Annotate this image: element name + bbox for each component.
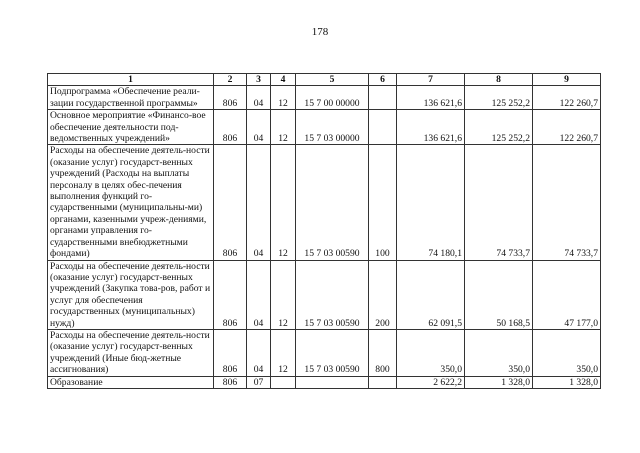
target-article-code: 15 7 03 00590 <box>296 145 369 260</box>
expense-type-code: 800 <box>369 329 397 376</box>
column-header: 6 <box>369 74 397 86</box>
subsection-code: 12 <box>271 110 296 145</box>
expense-type-code <box>369 110 397 145</box>
row-name: Расходы на обеспечение деятель-ности (оказание услуг) государст-венных учреждений (Расходы на выплаты персоналу в целях обес-печения выполнения функций го-сударственными (муниципальны-ми) органами, казенными учреж-дениями, органами управления го-сударственными внебюджетными фондами) <box>48 145 214 260</box>
row-name: Расходы на обеспечение деятель-ности (оказание услуг) государст-венных учреждений (Иные бюд-жетные ассигнования) <box>48 329 214 376</box>
amount-col8: 125 252,2 <box>465 110 533 145</box>
section-code: 04 <box>247 260 271 329</box>
ministry-code: 806 <box>214 329 247 376</box>
amount-col9: 350,0 <box>533 329 601 376</box>
subsection-code: 12 <box>271 86 296 110</box>
amount-col7: 74 180,1 <box>397 145 465 260</box>
amount-col9: 1 328,0 <box>533 376 601 388</box>
ministry-code: 806 <box>214 145 247 260</box>
column-header: 5 <box>296 74 369 86</box>
row-name: Расходы на обеспечение деятель-ности (оказание услуг) государст-венных учреждений (Закупка това-ров, работ и услуг для обеспечения государственных (муниципальных) нужд) <box>48 260 214 329</box>
column-header: 1 <box>48 74 214 86</box>
amount-col7: 2 622,2 <box>397 376 465 388</box>
amount-col7: 62 091,5 <box>397 260 465 329</box>
expense-type-code: 200 <box>369 260 397 329</box>
amount-col9: 74 733,7 <box>533 145 601 260</box>
subsection-code: 12 <box>271 260 296 329</box>
table-row <box>48 260 601 329</box>
subsection-code: 12 <box>271 145 296 260</box>
amount-col8: 50 168,5 <box>465 260 533 329</box>
expense-type-code: 100 <box>369 145 397 260</box>
expense-type-code <box>369 86 397 110</box>
table-row <box>48 110 601 145</box>
section-code: 07 <box>247 376 271 388</box>
column-header: 8 <box>465 74 533 86</box>
row-name: Подпрограмма «Обеспечение реали-зации государственной программы» <box>48 86 214 110</box>
section-code: 04 <box>247 110 271 145</box>
amount-col7: 350,0 <box>397 329 465 376</box>
ministry-code: 806 <box>214 260 247 329</box>
ministry-code: 806 <box>214 376 247 388</box>
amount-col9: 122 260,7 <box>533 86 601 110</box>
amount-col8: 125 252,2 <box>465 86 533 110</box>
page-number: 178 <box>311 26 329 38</box>
table-row <box>48 145 601 260</box>
amount-col8: 1 328,0 <box>465 376 533 388</box>
amount-col9: 122 260,7 <box>533 110 601 145</box>
ministry-code: 806 <box>214 110 247 145</box>
target-article-code: 15 7 03 00590 <box>296 329 369 376</box>
target-article-code <box>296 376 369 388</box>
table-row <box>48 329 601 376</box>
target-article-code: 15 7 00 00000 <box>296 86 369 110</box>
amount-col8: 350,0 <box>465 329 533 376</box>
amount-col7: 136 621,6 <box>397 86 465 110</box>
row-name: Образование <box>48 376 214 388</box>
column-header: 7 <box>397 74 465 86</box>
column-header: 4 <box>271 74 296 86</box>
amount-col7: 136 621,6 <box>397 110 465 145</box>
table-row <box>48 376 601 388</box>
budget-table <box>47 73 601 389</box>
column-header: 2 <box>214 74 247 86</box>
section-code: 04 <box>247 86 271 110</box>
table-header-row <box>48 74 601 86</box>
ministry-code: 806 <box>214 86 247 110</box>
row-name: Основное мероприятие «Финансо-вое обеспечение деятельности под-ведомственных учреждений» <box>48 110 214 145</box>
target-article-code: 15 7 03 00000 <box>296 110 369 145</box>
expense-type-code <box>369 376 397 388</box>
section-code: 04 <box>247 145 271 260</box>
section-code: 04 <box>247 329 271 376</box>
table-row <box>48 86 601 110</box>
subsection-code <box>271 376 296 388</box>
amount-col8: 74 733,7 <box>465 145 533 260</box>
column-header: 9 <box>533 74 601 86</box>
subsection-code: 12 <box>271 329 296 376</box>
amount-col9: 47 177,0 <box>533 260 601 329</box>
target-article-code: 15 7 03 00590 <box>296 260 369 329</box>
column-header: 3 <box>247 74 271 86</box>
